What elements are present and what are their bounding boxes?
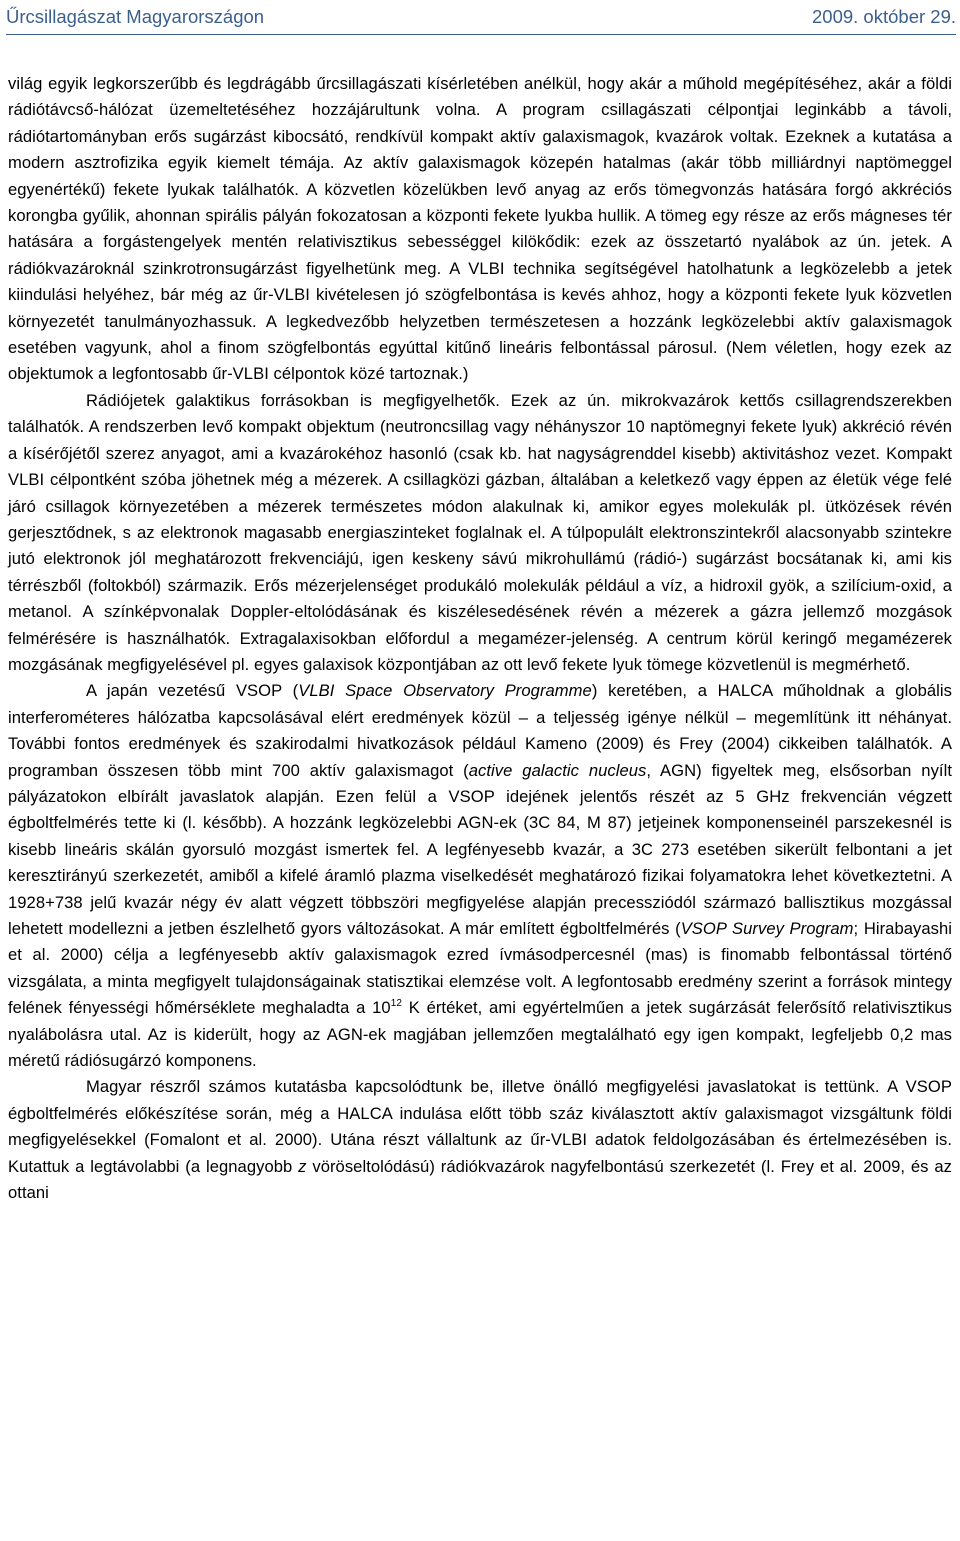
header-date: 2009. október 29. — [812, 6, 956, 27]
paragraph-4-text-2: vöröseltolódású) rádiókvazárok nagyfelbontású szerkezetét (l. Frey et al. 2009, és az ottani — [8, 1156, 952, 1203]
page-header — [6, 0, 956, 35]
paragraph-4 — [8, 1074, 952, 1206]
paragraph-2 — [8, 388, 952, 678]
article-body — [8, 71, 952, 1206]
paragraph-4-text-1: Magyar részről számos kutatásba kapcsolódtunk be, illetve önálló megfigyelési javaslatokat is tettünk. A VSOP égboltfelmérés előkészítése során, még a HALCA indulása előtt több száz kiválasztott aktív galaxismagot vizsgáltunk földi megfigyelésekkel (Fomalont et al. 2000). Utána részt vállaltunk az űr-VLBI adatok feldolgozásában és értelmezésében is. Kutattuk a legtávolabbi (a legnagyobb — [8, 1077, 952, 1176]
paragraph-3-text-1: A japán vezetésű VSOP ( — [86, 681, 299, 701]
superscript-exponent: 12 — [390, 998, 402, 1010]
paragraph-4-italic-1: z — [298, 1156, 307, 1176]
paragraph-1-text: világ egyik legkorszerűbb és legdrágább űrcsillagászati kísérletében anélkül, hogy akár a műhold megépítéséhez, akár a földi rádiótávcső-hálózat üzemeltetéséhez hozzájárultunk volna. A program csillagászati célpontjai leginkább a távoli, rádiótartományban erős sugárzást kibocsátó, rendkívül kompakt aktív galaxismagok, kvazárok voltak. Ezeknek a kutatása a modern asztrofizika egyik kiemelt témája. Az aktív galaxismagok közepén hatalmas (akár több milliárdnyi naptömeggel egyenértékű) fekete lyukak találhatók. A közvetlen közelükben levő anyag az erős tömegvonzás hatására forgó akkréciós korongba gyűlik, ahonnan spirális pályán fokozatosan a központi fekete lyukba hullik. A tömeg egy része az erős mágneses tér hatására a forgástengelyek mentén relativisztikus sebességgel kilökődik: ezek az összetartó nyalábok az ún. jetek. A rádiókvazároknál szinkrotronsugárzást figyelhetünk meg. A VLBI technika segítségével hatolhatunk a legközelebb a jetek kiindulási helyéhez, bár még az űr-VLBI kivételesen jó szögfelbontása is kevés ahhoz, hogy a központi fekete lyuk közvetlen környezetét tanulmányozhassuk. A legkedvezőbb helyzetben természetesen a hozzánk legközelebbi aktív galaxismagok esetében vagyunk, ahol a finom szögfelbontás egyúttal kitűnő lineáris felbontással párosul. (Nem véletlen, hogy ezek az objektumok a legfontosabb űr-VLBI célpontok közé tartoznak.) — [8, 74, 952, 384]
paragraph-3-text-2: ) keretében, a HALCA műholdnak a globális interferométeres hálózatba kapcsolásával elért eredmények közül – a teljesség igénye nélkül – megemlítünk itt néhányat. További fontos eredmények és szakirodalmi hivatkozások például Kameno (2009) és Frey (2004) cikkeiben találhatók. A programban összesen több mint 700 aktív galaxismagot ( — [8, 681, 952, 780]
paragraph-2-text: Rádiójetek galaktikus forrásokban is megfigyelhetők. Ezek az ún. mikrokvazárok kettős csillagrendszerekben találhatók. A rendszerben levő kompakt objektum (neutroncsillag vagy néhányszor 10 naptömegnyi fekete lyuk) akkréció révén a kísérőjétől szerez anyagot, ami a kvazárokéhoz hasonló (csak kb. hat nagyságrenddel kisebb) aktivitáshoz vezet. Kompakt VLBI célpontként szóba jöhetnek még a mézerek. A csillagközi gázban, általában a keletkező vagy éppen az életük vége felé járó csillagok környezetében a mézerek természetes módon alakulnak ki, amikor egyes molekulák pl. ütközések révén gerjesztődnek, s az elektronok magasabb energiaszinteket foglalnak el. A túlpopulált elektronszintekről alacsonyabb szintekre jutó elektronok jól meghatározott frekvenciájú, igen keskeny sávú mikrohullámú (rádió-) sugárzást bocsátanak ki, ami kis térrészből (foltokból) származik. Erős mézerjelenséget produkáló molekulák például a víz, a hidroxil gyök, a szilícium-oxid, a metanol. A színképvonalak Doppler-eltolódásának és kiszélesedésének révén a mézerek a gázra jellemző mozgások felmérésére is használhatók. Extragalaxisokban előfordul a megamézer-jelenség. A centrum körül keringő megamézerek mozgásának megfigyelésével pl. egyes galaxisok központjában az ott levő fekete lyuk tömege közvetlenül is megmérhető. — [8, 390, 952, 674]
paragraph-3-italic-3: VSOP Survey Program — [680, 919, 854, 938]
paragraph-3-text-4: ; Hirabayashi et al. 2000) célja a legfényesebb aktív galaxismagok ezred ívmásodpercesnél (mas) is finomabb felbontással történő vizsgálata, a minta megfigyelt tulajdonságainak statisztikai elemzése volt. A legfontosabb eredmény szerint a források mintegy felének fényességi hőmérséklete meghaladta a 10 — [8, 919, 952, 1018]
paragraph-3-text-3: , AGN) figyeltek meg, elsősorban nyílt pályázatokon elbírált javaslatok alapján. Ezen felül a VSOP idejének jelentős részét az 5 GHz frekvencián végzett égboltfelmérés tette ki (l. később). A hozzánk legközelebbi AGN-ek (3C 84, M 87) jetjeinek komponenseinél parszekesnél is kisebb lineáris skálán gyorsuló mozgást ismertek fel. A legfényesebb kvazár, a 3C 273 esetében sikerült felbontani a jet keresztirányú szerkezetét, amiből a kifelé áramló plazma viselkedését meghatározó fizikai folyamatokra lehet következtetni. A 1928+738 jelű kvazár négy év alatt végzett többszöri megfigyelése alapján precessziódól származó ballisztikus mozgással lehetett modellezni a jetben észlelhető gyors változásokat. A már említett égboltfelmérés ( — [8, 760, 952, 938]
paragraph-1 — [8, 71, 952, 388]
header-title: Űrcsillagászat Magyarországon — [6, 6, 265, 27]
paragraph-3 — [8, 678, 952, 1074]
paragraph-3-text-5: K értéket, ami egyértelműen a jetek sugárzását felerősítő relativisztikus nyalábolásra utal. Az is kiderült, hogy az AGN-ek magjában jellemzően megtalálható egy igen kompakt, legfeljebb 0,2 mas méretű rádiósugárzó komponens. — [8, 998, 953, 1071]
paragraph-3-italic-1: VLBI Space Observatory Programme — [298, 681, 592, 701]
paragraph-3-italic-2: active galactic nucleus — [468, 760, 647, 780]
